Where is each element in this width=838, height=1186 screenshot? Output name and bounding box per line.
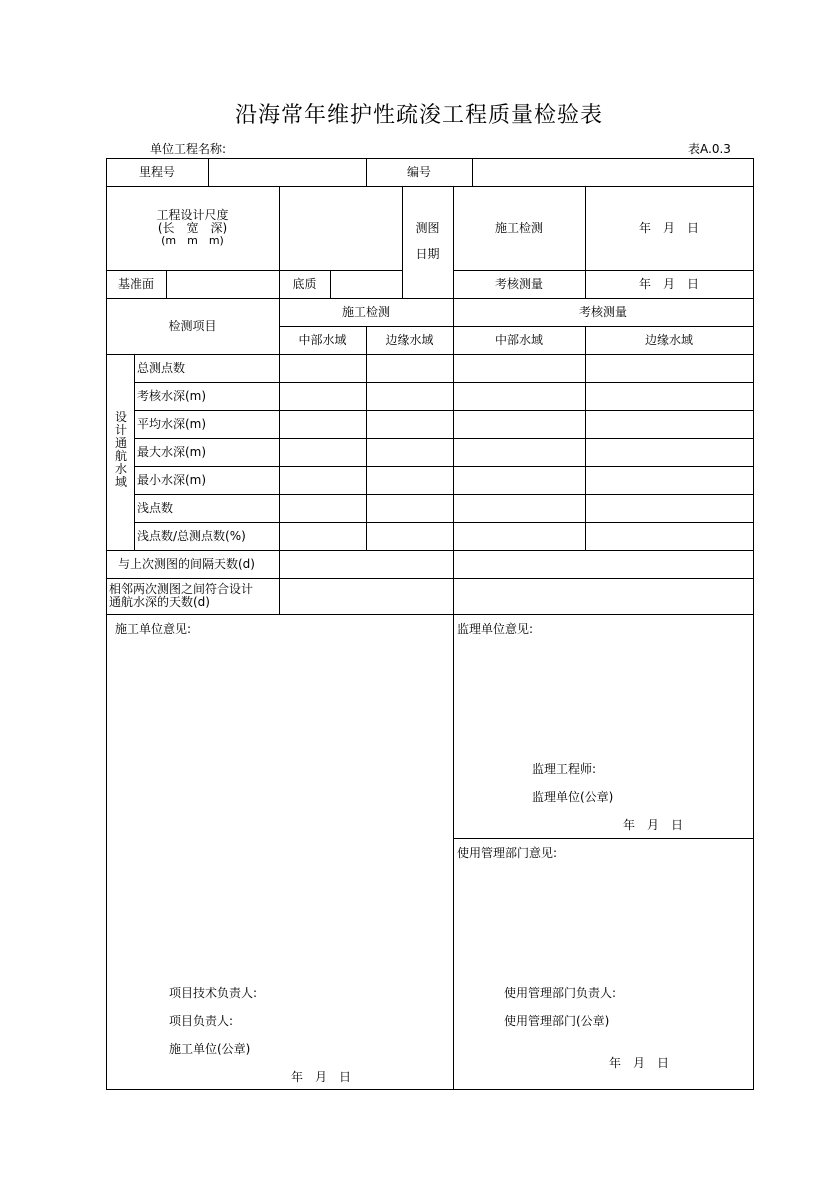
grid-line	[106, 550, 754, 551]
grid-line	[472, 158, 473, 186]
grid-line	[453, 838, 754, 839]
construction-check-date: 年 月 日	[638, 221, 699, 235]
middle-area-header: 中部水域	[494, 333, 543, 347]
assessment-survey-group: 考核测量	[578, 305, 627, 319]
edge-area-header: 边缘水域	[385, 333, 434, 347]
page-title: 沿海常年维护性疏浚工程质量检验表	[234, 103, 603, 128]
grid-line	[279, 186, 280, 270]
survey-date-label-2: 日期	[415, 247, 440, 261]
grid-line	[106, 1089, 754, 1090]
assessment-survey-date: 年 月 日	[638, 277, 699, 291]
grid-line	[106, 298, 754, 299]
tech-lead-label: 项目技术负责人:	[169, 986, 258, 1000]
grid-line	[134, 410, 754, 411]
row-label: 浅点数/总测点数(%)	[137, 529, 246, 543]
row-label: 考核水深(m)	[137, 389, 207, 403]
user-dept-lead-label: 使用管理部门负责人:	[504, 986, 617, 1000]
row-label: 总测点数	[137, 361, 186, 375]
contractor-seal-label: 施工单位(公章)	[169, 1042, 251, 1056]
grid-line	[279, 326, 754, 327]
assessment-survey-label: 考核测量	[494, 277, 543, 291]
user-dept-seal-label: 使用管理部门(公章)	[504, 1014, 610, 1028]
supervisor-seal-label: 监理单位(公章)	[532, 790, 614, 804]
project-lead-label: 项目负责人:	[169, 1014, 234, 1028]
row-label: 平均水深(m)	[137, 417, 207, 431]
row-label: 最小水深(m)	[137, 473, 207, 487]
user-dept-date: 年 月 日	[609, 1056, 670, 1070]
row-label: 最大水深(m)	[137, 445, 207, 459]
grid-line	[453, 298, 454, 1090]
design-navigation-area-label: 设计通航水域	[114, 410, 127, 489]
grid-line	[208, 158, 209, 186]
bottom-material-label: 底质	[292, 277, 317, 291]
grid-line	[106, 614, 754, 615]
unit-project-label: 单位工程名称:	[150, 142, 227, 156]
form-code: 表A.0.3	[688, 142, 731, 156]
edge-area-header: 边缘水域	[644, 333, 693, 347]
contractor-date: 年 月 日	[291, 1070, 352, 1084]
grid-line	[134, 522, 754, 523]
design-dims-label: 工程设计尺度	[156, 208, 229, 222]
construction-check-group: 施工检测	[341, 305, 390, 319]
grid-line	[106, 354, 754, 355]
grid-line	[134, 382, 754, 383]
grid-line	[330, 270, 331, 298]
grid-line	[134, 466, 754, 467]
grid-line	[366, 326, 367, 550]
grid-line	[106, 158, 754, 159]
grid-line	[106, 186, 754, 187]
design-dims-units: (长 宽 深)	[157, 221, 228, 235]
construction-check-label: 施工检测	[494, 221, 543, 235]
grid-line	[134, 438, 754, 439]
grid-line	[134, 494, 754, 495]
compliant-days-label: 相邻两次测图之间符合设计	[109, 582, 254, 596]
datum-label: 基准面	[117, 277, 154, 291]
inspection-form	[106, 158, 754, 1090]
grid-line	[106, 158, 107, 1090]
user-dept-opinion-label: 使用管理部门意见:	[457, 846, 558, 860]
grid-line	[166, 270, 167, 298]
grid-line	[106, 270, 402, 271]
inspection-items-label: 检测项目	[168, 319, 217, 333]
grid-line	[753, 158, 754, 1090]
row-label: 浅点数	[137, 501, 174, 515]
survey-date-label: 测图	[415, 221, 440, 235]
number-label: 编号	[406, 165, 431, 179]
grid-line	[134, 354, 135, 550]
interval-days-label: 与上次测图的间隔天数(d)	[118, 557, 255, 571]
supervising-engineer-label: 监理工程师:	[532, 762, 597, 776]
middle-area-header: 中部水域	[298, 333, 347, 347]
contractor-opinion-label: 施工单位意见:	[115, 622, 192, 636]
grid-line	[402, 186, 403, 298]
grid-line	[585, 326, 586, 550]
grid-line	[106, 578, 754, 579]
mileage-label: 里程号	[138, 165, 175, 179]
grid-line	[453, 270, 754, 271]
supervisor-date: 年 月 日	[623, 818, 684, 832]
compliant-days-label-2: 通航水深的天数(d)	[109, 595, 210, 609]
supervisor-opinion-label: 监理单位意见:	[457, 622, 534, 636]
design-dims-meters: (m m m)	[161, 234, 224, 247]
